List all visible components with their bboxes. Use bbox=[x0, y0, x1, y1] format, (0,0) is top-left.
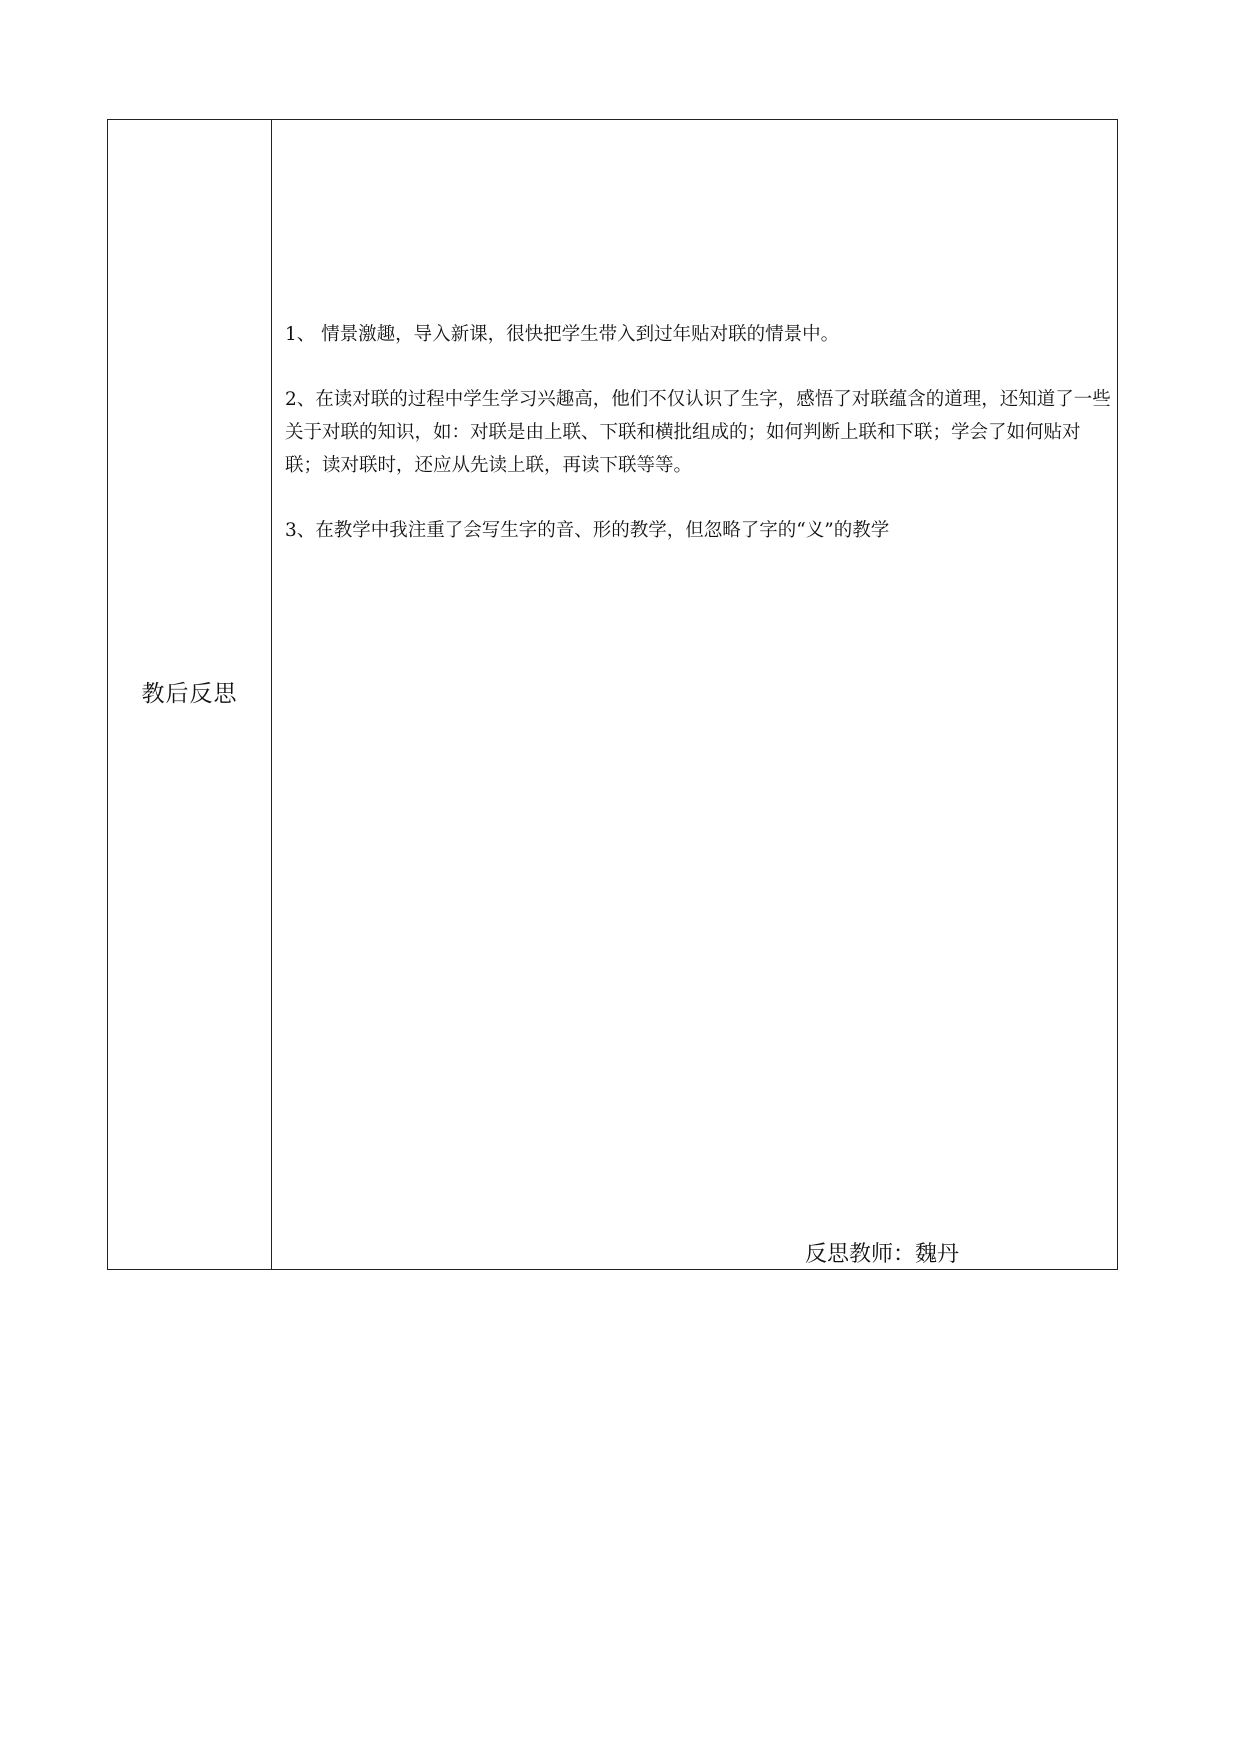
reflection-table bbox=[107, 119, 1118, 1270]
teacher-signature: 反思教师：魏丹 bbox=[805, 1242, 960, 1267]
section-label: 教后反思 bbox=[141, 681, 238, 707]
label-cell bbox=[108, 120, 272, 1269]
reflection-paragraph-2: 2、在读对联的过程中学生学习兴趣高，他们不仅认识了生字，感悟了对联蕴含的道理，还知道了一些关于对联的知识，如：对联是由上联、下联和横批组成的；如何判断上联和下联；学会了如何贴对联；读对联时，还应从先读上联，再读下联等等。 bbox=[285, 389, 1111, 476]
content-cell bbox=[272, 120, 1117, 1269]
reflection-paragraph-1: 1、 情景激趣，导入新课，很快把学生带入到过年贴对联的情景中。 bbox=[285, 324, 840, 345]
reflection-paragraph-3: 3、在教学中我注重了会写生字的音、形的教学，但忽略了字的“义”的教学 bbox=[285, 520, 890, 541]
